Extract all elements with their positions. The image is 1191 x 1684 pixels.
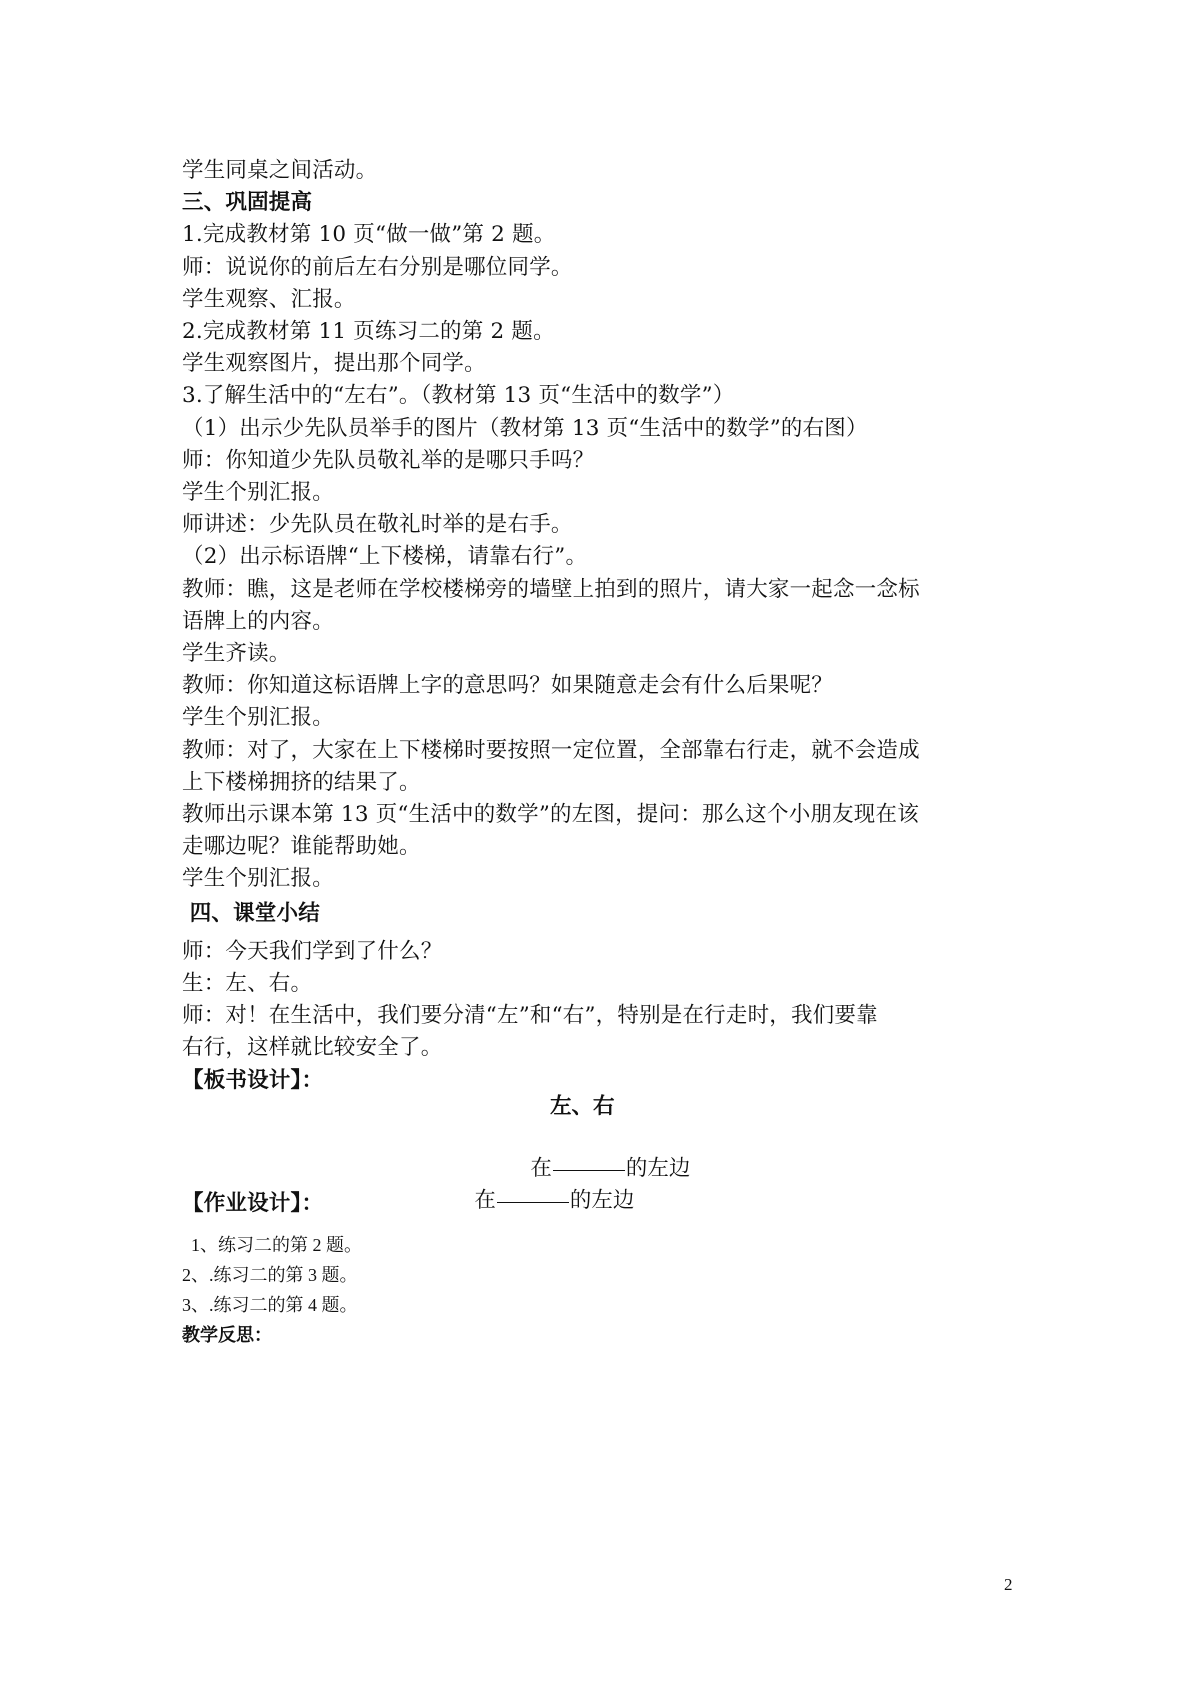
text-line: 走哪边呢？谁能帮助她。 (182, 834, 421, 860)
text-line: 学生观察、汇报。 (182, 286, 356, 312)
text-line: （2）出示标语牌“上下楼梯，请靠右行”。 (182, 544, 588, 570)
text-line: 上下楼梯拥挤的结果了。 (182, 769, 421, 795)
board-line-2 (447, 1156, 634, 1246)
board-title: 左、右 (550, 1094, 615, 1119)
text-line: 右行，这样就比较安全了。 (182, 1035, 443, 1061)
body-text (182, 155, 1022, 1097)
homework-item: 3、.练习二的第 4 题。 (182, 1295, 358, 1315)
section-heading-consolidate: 三、巩固提高 (182, 190, 313, 216)
text-line: 生：左、右。 (182, 971, 313, 997)
teaching-reflection-label: 教学反思： (182, 1325, 272, 1346)
text-line: 语牌上的内容。 (182, 608, 334, 634)
fill-blank (497, 1202, 569, 1203)
text-line: 学生个别汇报。 (182, 705, 334, 731)
section-heading-board-design: 【板书设计】： (182, 1067, 324, 1093)
text-line: 教师：瞧，这是老师在学校楼梯旁的墙壁上拍到的照片，请大家一起念一念标 (182, 576, 920, 602)
text-line: 学生齐读。 (182, 641, 291, 667)
text-line: 教师出示课本第 13 页“生活中的数学”的左图，提问：那么这个小朋友现在该 (182, 802, 919, 828)
text-line: 师：今天我们学到了什么？ (182, 938, 443, 964)
section-heading-summary: 四、课堂小结 (182, 900, 320, 926)
board-line-1-prefix: 在 (530, 1156, 552, 1181)
homework-item: 1、练习二的第 2 题。 (182, 1235, 362, 1255)
text-line: 2.完成教材第 11 页练习二的第 2 题。 (182, 319, 555, 345)
text-line: 学生个别汇报。 (182, 866, 334, 892)
homework-item: 2、.练习二的第 3 题。 (182, 1265, 358, 1285)
text-line: （1）出示少先队员举手的图片（教材第 13 页“生活中的数学”的右图） (182, 415, 868, 441)
text-line: 学生观察图片，提出那个同学。 (182, 351, 486, 377)
board-line-1-suffix: 的左边 (625, 1156, 691, 1181)
board-line-2-suffix: 的左边 (569, 1188, 635, 1213)
page-number: 2 (1004, 1575, 1013, 1594)
text-line: 师：对！在生活中，我们要分清“左”和“右”，特别是在行走时，我们要靠 (182, 1003, 878, 1029)
text-line: 师：你知道少先队员敬礼举的是哪只手吗？ (182, 447, 595, 473)
text-line: 教师：对了，大家在上下楼梯时要按照一定位置，全部靠右行走，就不会造成 (182, 737, 920, 763)
homework-heading: 【作业设计】： (182, 1191, 324, 1216)
text-line: 学生同桌之间活动。 (182, 158, 378, 183)
text-line: 学生个别汇报。 (182, 480, 334, 506)
board-line-2-prefix: 在 (474, 1188, 496, 1213)
text-line: 师讲述：少先队员在敬礼时举的是右手。 (182, 512, 573, 538)
text-line: 3.了解生活中的“左右”。（教材第 13 页“生活中的数学”） (182, 383, 735, 409)
text-line: 教师：你知道这标语牌上字的意思吗？如果随意走会有什么后果呢？ (182, 673, 834, 699)
text-line: 1.完成教材第 10 页“做一做”第 2 题。 (182, 222, 556, 248)
text-line: 师：说说你的前后左右分别是哪位同学。 (182, 254, 573, 280)
